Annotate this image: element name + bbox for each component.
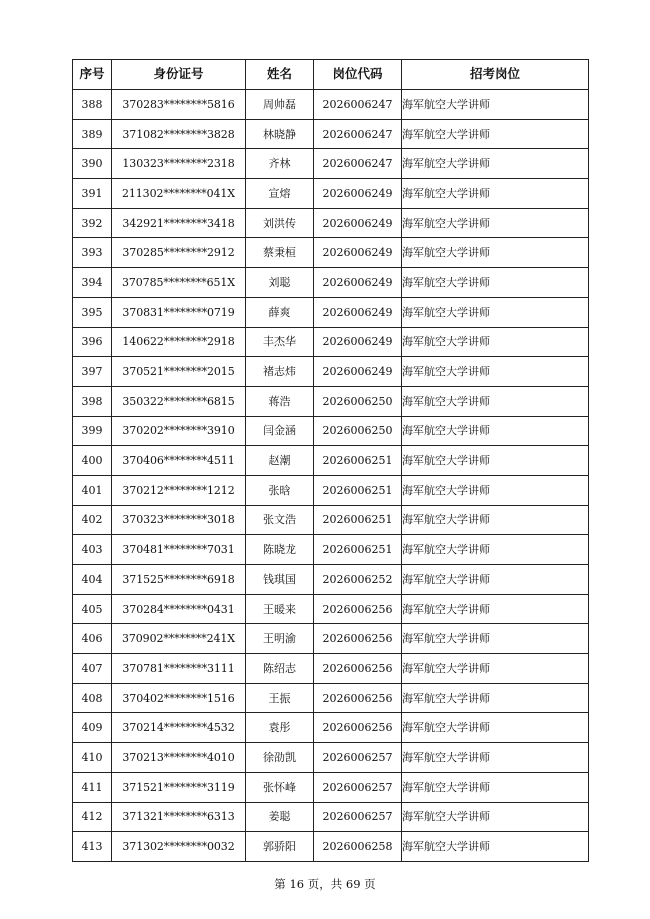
cell-position: 海军航空大学讲师 — [402, 772, 589, 802]
cell-seq: 394 — [73, 268, 112, 298]
cell-id-number: 370213********4010 — [112, 743, 246, 773]
cell-seq: 389 — [73, 119, 112, 149]
table-row — [73, 475, 589, 505]
cell-seq: 403 — [73, 535, 112, 565]
cell-position-code: 2026006257 — [314, 802, 402, 832]
table-row — [73, 535, 589, 565]
cell-id-number: 370283********5816 — [112, 90, 246, 120]
cell-id-number: 370831********0719 — [112, 297, 246, 327]
cell-position: 海军航空大学讲师 — [402, 654, 589, 684]
table-row — [73, 713, 589, 743]
cell-position: 海军航空大学讲师 — [402, 505, 589, 535]
cell-seq: 402 — [73, 505, 112, 535]
table-row — [73, 594, 589, 624]
cell-seq: 390 — [73, 149, 112, 179]
cell-seq: 400 — [73, 446, 112, 476]
cell-seq: 409 — [73, 713, 112, 743]
table-header — [73, 60, 589, 90]
table-row — [73, 90, 589, 120]
cell-seq: 398 — [73, 386, 112, 416]
table-row — [73, 654, 589, 684]
cell-position-code: 2026006249 — [314, 268, 402, 298]
cell-id-number: 370785********651X — [112, 268, 246, 298]
cell-seq: 407 — [73, 654, 112, 684]
cell-position-code: 2026006251 — [314, 475, 402, 505]
cell-position: 海军航空大学讲师 — [402, 357, 589, 387]
cell-position: 海军航空大学讲师 — [402, 179, 589, 209]
cell-name: 薛爽 — [246, 297, 314, 327]
cell-position: 海军航空大学讲师 — [402, 238, 589, 268]
table-row — [73, 446, 589, 476]
cell-id-number: 371302********0032 — [112, 832, 246, 862]
cell-seq: 401 — [73, 475, 112, 505]
cell-name: 刘洪传 — [246, 208, 314, 238]
cell-seq: 392 — [73, 208, 112, 238]
table-row — [73, 743, 589, 773]
header-name: 姓名 — [246, 60, 314, 90]
table-row — [73, 208, 589, 238]
cell-position: 海军航空大学讲师 — [402, 119, 589, 149]
table-body — [73, 90, 589, 862]
cell-position-code: 2026006257 — [314, 743, 402, 773]
cell-position-code: 2026006256 — [314, 594, 402, 624]
header-row — [73, 60, 589, 90]
cell-position: 海军航空大学讲师 — [402, 743, 589, 773]
cell-position: 海军航空大学讲师 — [402, 149, 589, 179]
cell-id-number: 211302********041X — [112, 179, 246, 209]
header-seq: 序号 — [73, 60, 112, 90]
table-row — [73, 357, 589, 387]
cell-name: 张怀峰 — [246, 772, 314, 802]
cell-position: 海军航空大学讲师 — [402, 683, 589, 713]
cell-id-number: 370781********3111 — [112, 654, 246, 684]
cell-position-code: 2026006256 — [314, 654, 402, 684]
cell-name: 张文浩 — [246, 505, 314, 535]
cell-position: 海军航空大学讲师 — [402, 446, 589, 476]
cell-name: 齐林 — [246, 149, 314, 179]
cell-id-number: 370902********241X — [112, 624, 246, 654]
cell-id-number: 371082********3828 — [112, 119, 246, 149]
cell-position-code: 2026006249 — [314, 208, 402, 238]
table-row — [73, 565, 589, 595]
cell-seq: 413 — [73, 832, 112, 862]
cell-seq: 388 — [73, 90, 112, 120]
cell-name: 林晓静 — [246, 119, 314, 149]
cell-seq: 408 — [73, 683, 112, 713]
header-position: 招考岗位 — [402, 60, 589, 90]
cell-position-code: 2026006256 — [314, 683, 402, 713]
cell-position: 海军航空大学讲师 — [402, 416, 589, 446]
cell-position-code: 2026006249 — [314, 238, 402, 268]
cell-position-code: 2026006250 — [314, 416, 402, 446]
cell-name: 张晗 — [246, 475, 314, 505]
cell-seq: 395 — [73, 297, 112, 327]
cell-id-number: 370406********4511 — [112, 446, 246, 476]
cell-id-number: 370284********0431 — [112, 594, 246, 624]
cell-position: 海军航空大学讲师 — [402, 535, 589, 565]
cell-name: 宣熔 — [246, 179, 314, 209]
table-row — [73, 683, 589, 713]
cell-name: 钱琪国 — [246, 565, 314, 595]
cell-id-number: 370202********3910 — [112, 416, 246, 446]
cell-id-number: 371525********6918 — [112, 565, 246, 595]
cell-position-code: 2026006249 — [314, 297, 402, 327]
cell-position: 海军航空大学讲师 — [402, 268, 589, 298]
cell-name: 赵潮 — [246, 446, 314, 476]
cell-id-number: 370402********1516 — [112, 683, 246, 713]
cell-position-code: 2026006247 — [314, 119, 402, 149]
table-row — [73, 832, 589, 862]
page-footer: 第 16 页，共 69 页 — [274, 877, 376, 891]
cell-position: 海军航空大学讲师 — [402, 327, 589, 357]
cell-id-number: 370323********3018 — [112, 505, 246, 535]
cell-id-number: 370212********1212 — [112, 475, 246, 505]
cell-seq: 406 — [73, 624, 112, 654]
table-row — [73, 327, 589, 357]
cell-position-code: 2026006247 — [314, 90, 402, 120]
cell-position-code: 2026006247 — [314, 149, 402, 179]
cell-name: 王振 — [246, 683, 314, 713]
cell-name: 王明渝 — [246, 624, 314, 654]
table-row — [73, 802, 589, 832]
cell-name: 周帅磊 — [246, 90, 314, 120]
cell-id-number: 370285********2912 — [112, 238, 246, 268]
cell-position-code: 2026006252 — [314, 565, 402, 595]
cell-position: 海军航空大学讲师 — [402, 475, 589, 505]
cell-seq: 404 — [73, 565, 112, 595]
header-id-number: 身份证号 — [112, 60, 246, 90]
cell-position-code: 2026006258 — [314, 832, 402, 862]
cell-id-number: 370521********2015 — [112, 357, 246, 387]
cell-seq: 412 — [73, 802, 112, 832]
cell-position-code: 2026006249 — [314, 327, 402, 357]
cell-id-number: 130323********2318 — [112, 149, 246, 179]
cell-seq: 410 — [73, 743, 112, 773]
table-row — [73, 238, 589, 268]
cell-name: 丰杰华 — [246, 327, 314, 357]
cell-position: 海军航空大学讲师 — [402, 90, 589, 120]
cell-position: 海军航空大学讲师 — [402, 594, 589, 624]
cell-seq: 405 — [73, 594, 112, 624]
cell-id-number: 371321********6313 — [112, 802, 246, 832]
cell-name: 徐劭凯 — [246, 743, 314, 773]
cell-position: 海军航空大学讲师 — [402, 802, 589, 832]
candidate-table — [72, 59, 589, 862]
cell-position-code: 2026006257 — [314, 772, 402, 802]
cell-name: 袁彤 — [246, 713, 314, 743]
cell-position-code: 2026006256 — [314, 624, 402, 654]
cell-id-number: 140622********2918 — [112, 327, 246, 357]
table-row — [73, 179, 589, 209]
cell-position-code: 2026006251 — [314, 505, 402, 535]
cell-id-number: 371521********3119 — [112, 772, 246, 802]
table-row — [73, 297, 589, 327]
cell-position: 海军航空大学讲师 — [402, 297, 589, 327]
table-row — [73, 386, 589, 416]
cell-position-code: 2026006251 — [314, 446, 402, 476]
cell-position-code: 2026006250 — [314, 386, 402, 416]
cell-name: 陈绍志 — [246, 654, 314, 684]
cell-id-number: 350322********6815 — [112, 386, 246, 416]
cell-position-code: 2026006249 — [314, 179, 402, 209]
cell-seq: 399 — [73, 416, 112, 446]
cell-seq: 397 — [73, 357, 112, 387]
cell-position: 海军航空大学讲师 — [402, 386, 589, 416]
cell-name: 姜聪 — [246, 802, 314, 832]
cell-position-code: 2026006251 — [314, 535, 402, 565]
cell-position: 海军航空大学讲师 — [402, 832, 589, 862]
table-row — [73, 149, 589, 179]
cell-name: 蒋浩 — [246, 386, 314, 416]
cell-name: 闫金涵 — [246, 416, 314, 446]
cell-name: 褚志炜 — [246, 357, 314, 387]
cell-seq: 393 — [73, 238, 112, 268]
table-row — [73, 772, 589, 802]
cell-name: 郭骄阳 — [246, 832, 314, 862]
cell-id-number: 370481********7031 — [112, 535, 246, 565]
cell-position: 海军航空大学讲师 — [402, 624, 589, 654]
cell-seq: 391 — [73, 179, 112, 209]
cell-position: 海军航空大学讲师 — [402, 208, 589, 238]
cell-name: 刘聪 — [246, 268, 314, 298]
cell-position-code: 2026006256 — [314, 713, 402, 743]
cell-id-number: 342921********3418 — [112, 208, 246, 238]
table-row — [73, 505, 589, 535]
header-position-code: 岗位代码 — [314, 60, 402, 90]
table-row — [73, 268, 589, 298]
table-row — [73, 624, 589, 654]
cell-seq: 396 — [73, 327, 112, 357]
cell-name: 陈晓龙 — [246, 535, 314, 565]
cell-position: 海军航空大学讲师 — [402, 565, 589, 595]
cell-position: 海军航空大学讲师 — [402, 713, 589, 743]
cell-name: 王暖来 — [246, 594, 314, 624]
cell-id-number: 370214********4532 — [112, 713, 246, 743]
table-row — [73, 416, 589, 446]
cell-name: 蔡秉桓 — [246, 238, 314, 268]
table-row — [73, 119, 589, 149]
cell-position-code: 2026006249 — [314, 357, 402, 387]
cell-seq: 411 — [73, 772, 112, 802]
